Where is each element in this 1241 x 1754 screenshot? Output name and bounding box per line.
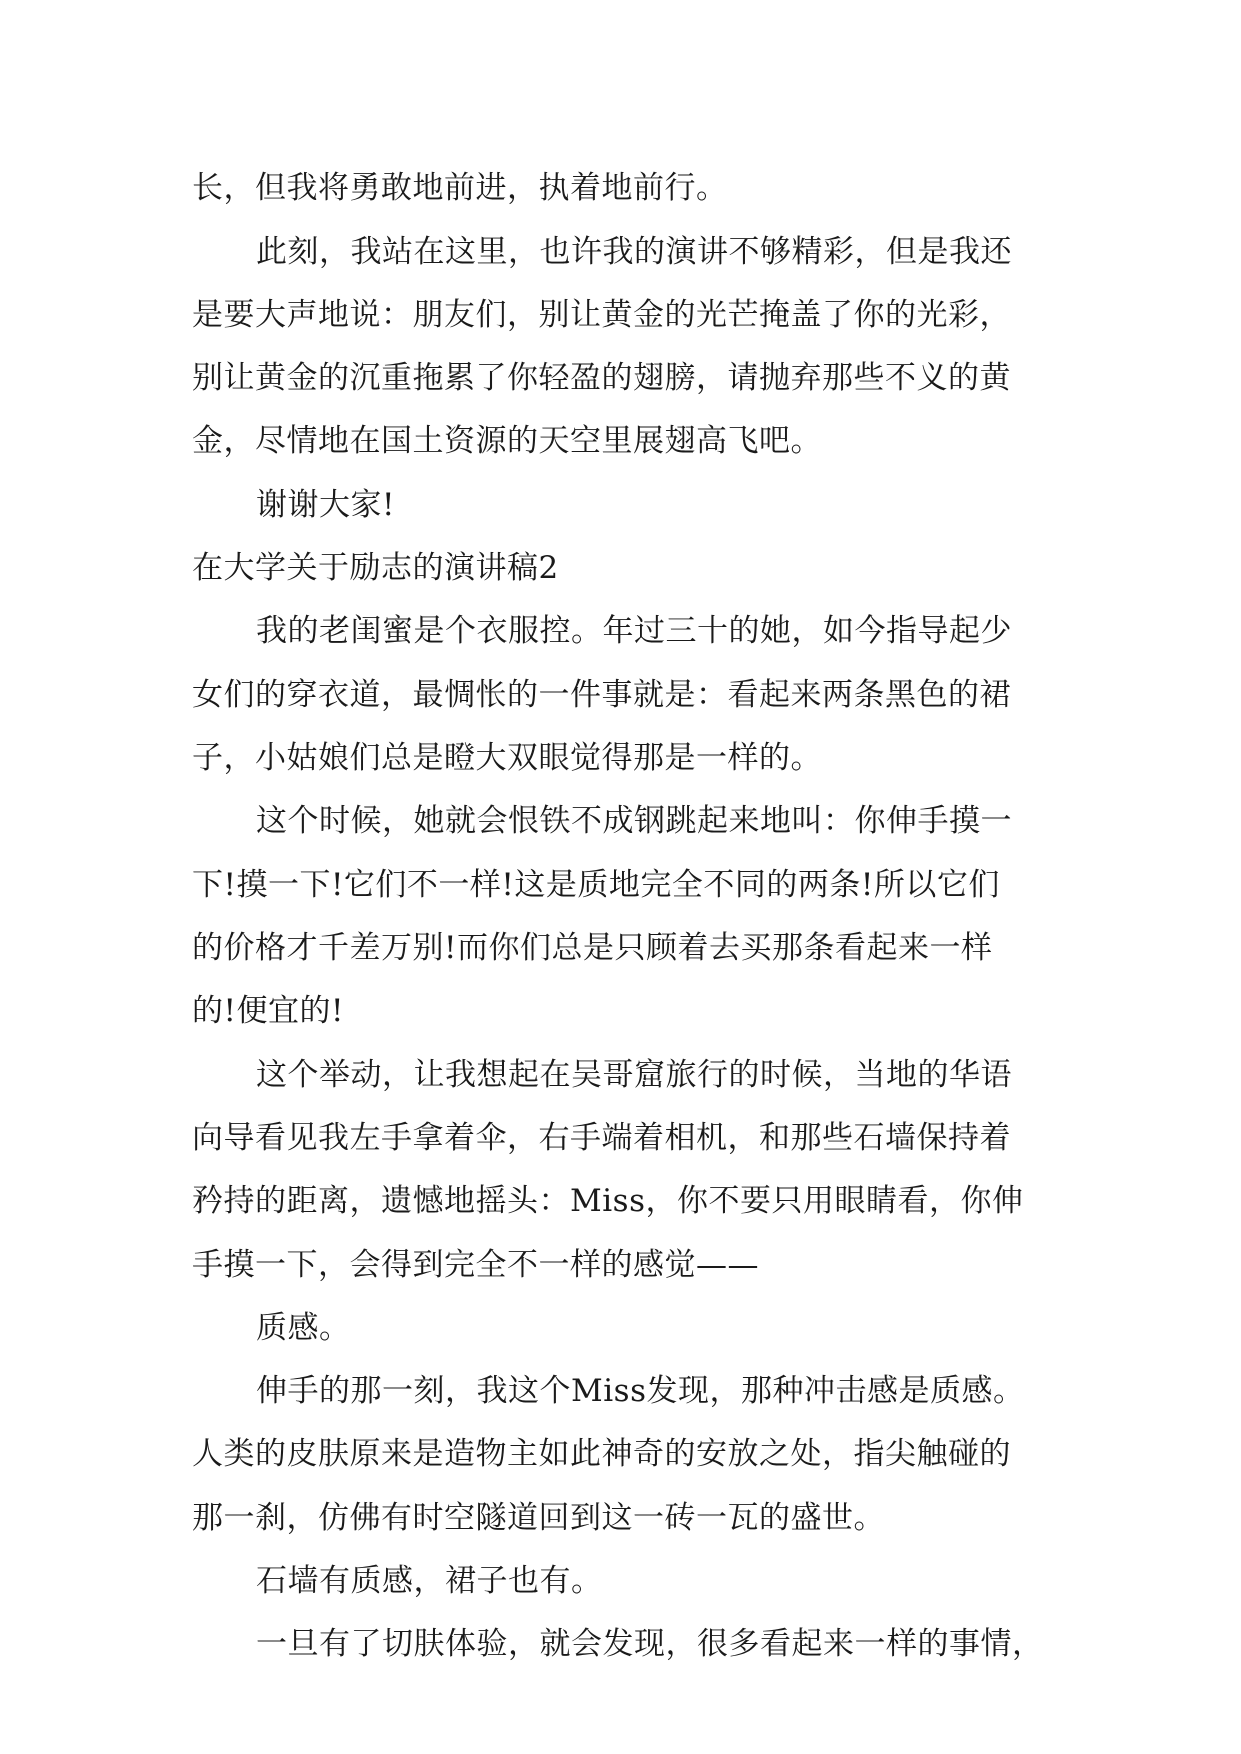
text-line: 向导看见我左手拿着伞，右手端着相机，和那些石墙保持着	[192, 1120, 1011, 1156]
text-line: 那一刹，仿佛有时空隧道回到这一砖一瓦的盛世。	[192, 1500, 885, 1536]
paragraph-first-line: 这个时候，她就会恨铁不成钢跳起来地叫：你伸手摸一	[256, 803, 1012, 839]
text-line: 人类的皮肤原来是造物主如此神奇的安放之处，指尖触碰的	[192, 1436, 1011, 1472]
paragraph-first-line: 谢谢大家!	[256, 487, 395, 523]
paragraph-first-line: 一旦有了切肤体验，就会发现，很多看起来一样的事情，	[256, 1626, 1044, 1662]
paragraph-first-line: 这个举动，让我想起在吴哥窟旅行的时候，当地的华语	[256, 1057, 1012, 1093]
text-line: 女们的穿衣道，最惆怅的一件事就是：看起来两条黑色的裙	[192, 677, 1011, 713]
text-line: 的!便宜的!	[192, 993, 344, 1029]
paragraph-first-line: 此刻，我站在这里，也许我的演讲不够精彩，但是我还	[256, 234, 1012, 270]
paragraph-first-line: 石墙有质感，裙子也有。	[256, 1563, 603, 1599]
text-line: 的价格才千差万别!而你们总是只顾着去买那条看起来一样	[192, 930, 993, 966]
text-line: 下!摸一下!它们不一样!这是质地完全不同的两条!所以它们	[192, 867, 1000, 903]
section-heading: 在大学关于励志的演讲稿2	[192, 550, 559, 586]
paragraph-first-line: 伸手的那一刻，我这个Miss发现，那种冲击感是质感。	[256, 1373, 1025, 1409]
paragraph-first-line: 质感。	[256, 1310, 351, 1346]
text-line: 矜持的距离，遗憾地摇头：Miss，你不要只用眼睛看，你伸	[192, 1183, 1024, 1219]
paragraph-first-line: 我的老闺蜜是个衣服控。年过三十的她，如今指导起少	[256, 613, 1012, 649]
text-line: 子，小姑娘们总是瞪大双眼觉得那是一样的。	[192, 740, 822, 776]
text-line: 长，但我将勇敢地前进，执着地前行。	[192, 170, 728, 206]
text-line: 别让黄金的沉重拖累了你轻盈的翅膀，请抛弃那些不义的黄	[192, 360, 1011, 396]
text-line: 金，尽情地在国土资源的天空里展翅高飞吧。	[192, 423, 822, 459]
text-line: 是要大声地说：朋友们，别让黄金的光芒掩盖了你的光彩，	[192, 297, 1011, 333]
text-line: 手摸一下，会得到完全不一样的感觉——	[192, 1247, 759, 1283]
